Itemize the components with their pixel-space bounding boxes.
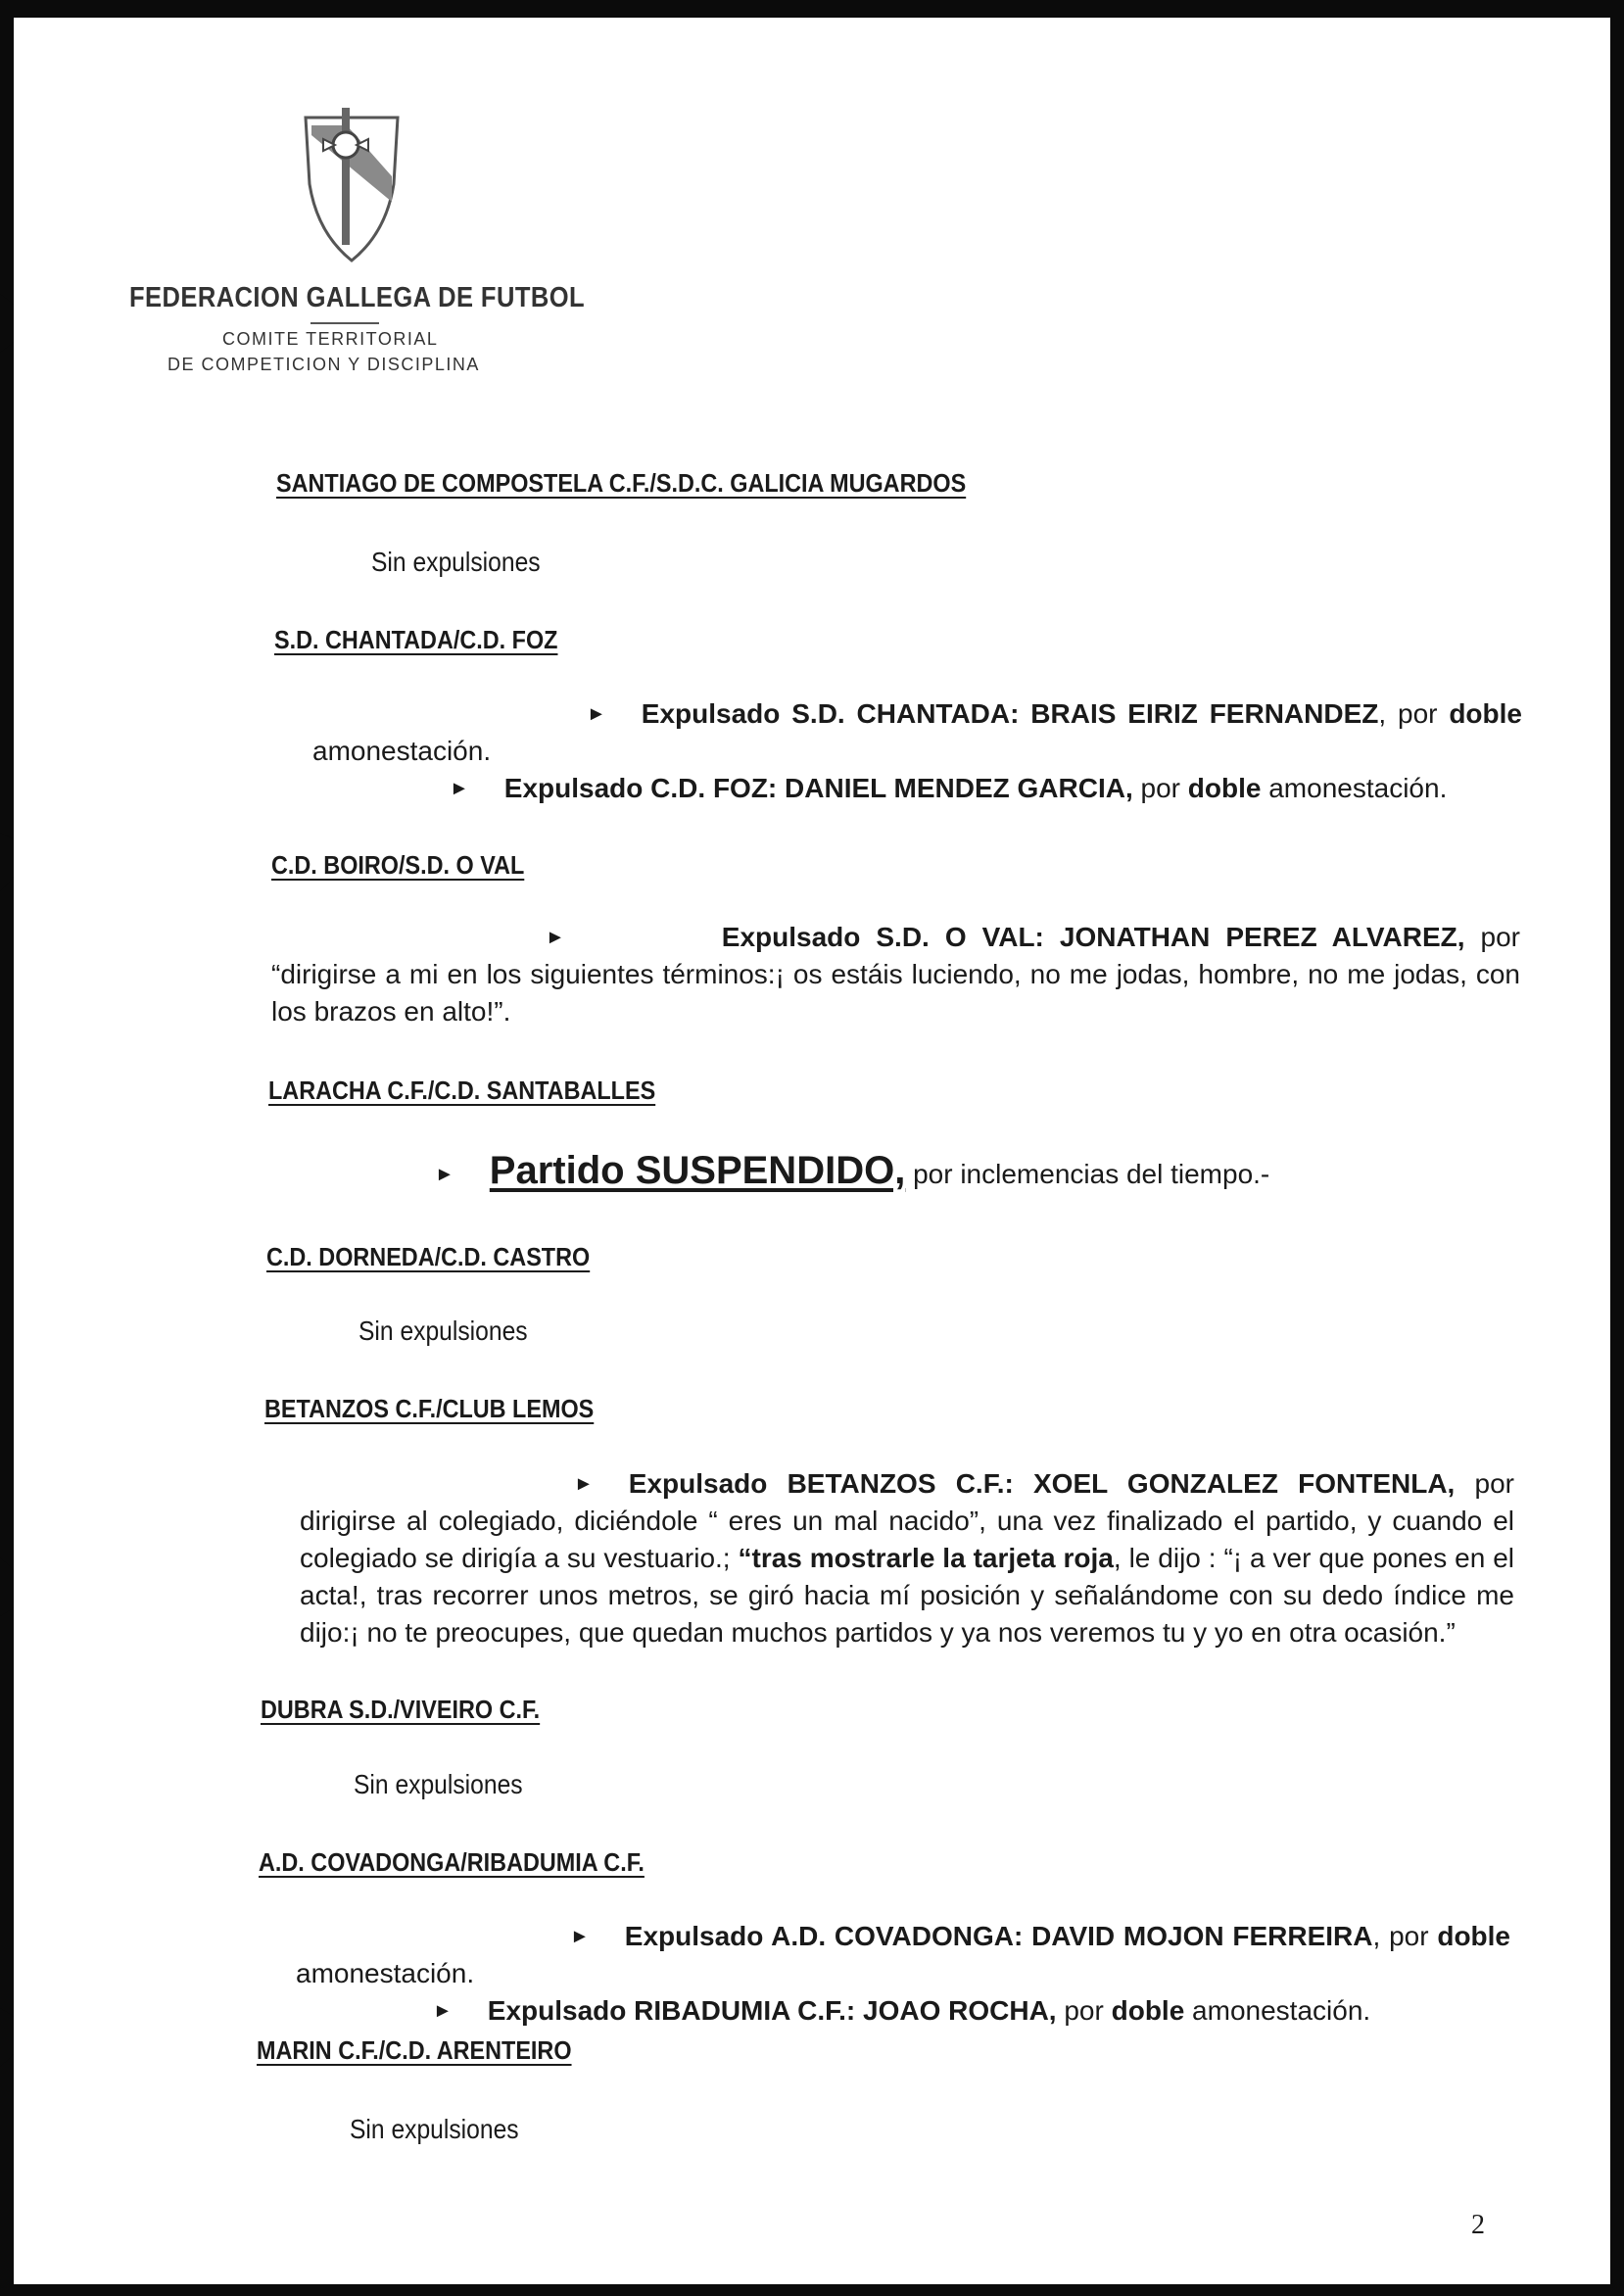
expulsion-paragraph: ► Expulsado A.D. COVADONGA: DAVID MOJON FERREIRA, por doble amonestación. (296, 1918, 1510, 1992)
expulsion-paragraph: ► Expulsado S.D. O VAL: JONATHAN PEREZ ALVAREZ, por “dirigirse a mi en los siguientes términos:¡ os estáis luciendo, no me jodas, hombre, no me jodas, con los brazos en alto!”. (271, 919, 1520, 1030)
bullet-arrow-icon: ► (433, 2000, 453, 2022)
match-heading: SANTIAGO DE COMPOSTELA C.F./S.D.C. GALICIA MUGARDOS (276, 468, 967, 498)
page-number: 2 (1471, 2210, 1485, 2240)
match-heading: MARIN C.F./C.D. ARENTEIRO (257, 2035, 572, 2065)
bullet-arrow-icon: ► (587, 703, 606, 725)
bullet-arrow-icon: ► (450, 778, 469, 799)
match-heading: LARACHA C.F./C.D. SANTABALLES (268, 1076, 656, 1105)
match-heading: BETANZOS C.F./CLUB LEMOS (264, 1394, 595, 1423)
bullet-arrow-icon: ► (435, 1164, 454, 1185)
expulsion-paragraph: ► Expulsado BETANZOS C.F.: XOEL GONZALEZ FONTENLA, por dirigirse al colegiado, diciéndole “ eres un mal nacido”, una vez finalizado el partido, y cuando el colegiado se dirigía a su vestuario.; “tras mostrarle la tarjeta roja, le dijo : “¡ a ver que pones en el acta!, tras recorrer unos metros, se giró hacia mí posición y señalándome con su dedo índice me dijo:¡ no te preocupes, que quedan muchos partidos y ya nos veremos tu y yo en otra ocasión.” (300, 1465, 1514, 1651)
match-heading: S.D. CHANTADA/C.D. FOZ (274, 625, 558, 654)
match-heading: A.D. COVADONGA/RIBADUMIA C.F. (259, 1847, 645, 1877)
bullet-arrow-icon: ► (546, 927, 565, 948)
federation-shield-logo (298, 106, 406, 263)
bullet-arrow-icon: ► (570, 1926, 590, 1947)
bullet-arrow-icon: ► (574, 1473, 594, 1495)
federation-name: FEDERACION GALLEGA DE FUTBOL (129, 282, 586, 313)
expulsion-paragraph: ► Expulsado RIBADUMIA C.F.: JOAO ROCHA, por doble amonestación. (433, 1992, 1530, 2030)
suspension-notice: ► Partido SUSPENDIDO, por inclemencias del tiempo.- (435, 1149, 1270, 1192)
match-heading: DUBRA S.D./VIVEIRO C.F. (261, 1695, 541, 1724)
committee-line-2: DE COMPETICION Y DISCIPLINA (167, 355, 480, 374)
expulsion-paragraph: ► Expulsado C.D. FOZ: DANIEL MENDEZ GARCIA, por doble amonestación. (450, 770, 1547, 807)
match-note: Sin expulsiones (358, 1315, 528, 1346)
expulsion-paragraph: ► Expulsado S.D. CHANTADA: BRAIS EIRIZ FERNANDEZ, por doble amonestación. (312, 695, 1522, 770)
divider (310, 322, 379, 324)
match-heading: C.D. DORNEDA/C.D. CASTRO (266, 1242, 591, 1271)
document-page (14, 18, 1610, 2284)
match-note: Sin expulsiones (371, 547, 541, 577)
match-note: Sin expulsiones (350, 2114, 519, 2144)
match-heading: C.D. BOIRO/S.D. O VAL (271, 850, 525, 880)
committee-line-1: COMITE TERRITORIAL (222, 329, 439, 349)
match-note: Sin expulsiones (354, 1769, 523, 1799)
